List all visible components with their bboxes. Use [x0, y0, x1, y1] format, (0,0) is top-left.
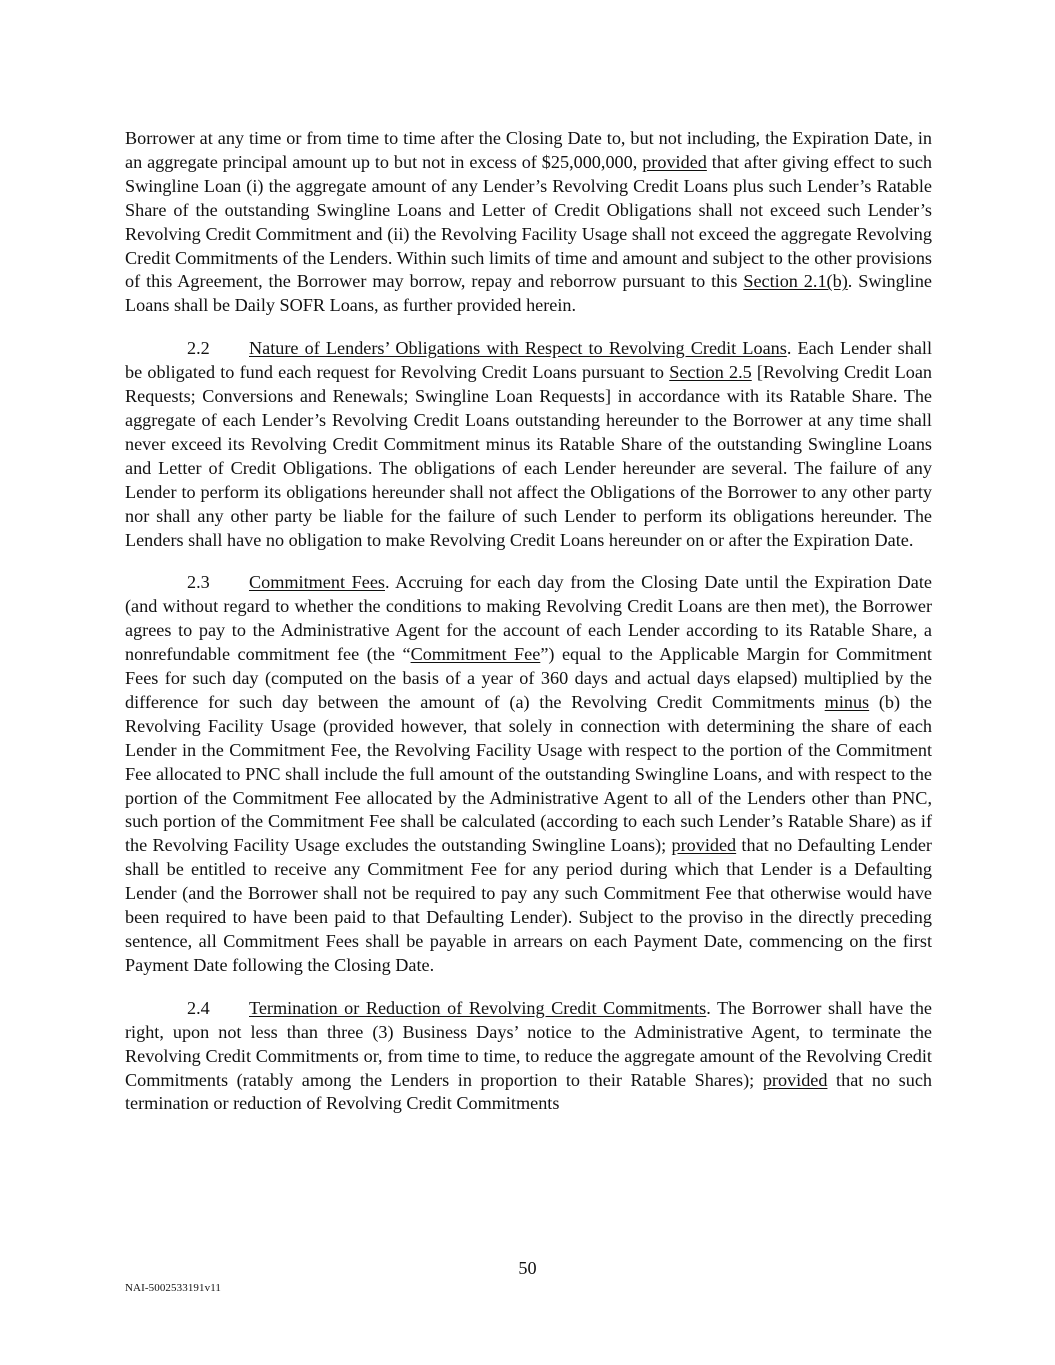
text-run: that no such termination or reduction of Revolving Credit Commitments	[125, 1069, 932, 1114]
section-reference: Section 2.5	[669, 362, 752, 383]
section-heading: Termination or Reduction of Revolving Credit Commitments	[249, 997, 707, 1018]
text-run: ”) equal to the Applicable Margin for Commitment Fees for such day (computed on the basis of a year of 360 days and actual days elapsed) multiplied by the difference for such day between the amount of (a) the Revolving Credit Commitments	[125, 644, 932, 712]
text-run: (b) the Revolving Facility Usage (provided however, that solely in connection with determining the share of each Lender in the Commitment Fee, the Revolving Facility Usage with respect to the portion of the Commitment Fee allocated to PNC shall include the full amount of the outstanding Swingline Loans, and with respect to the portion of the Commitment Fee allocated by the Administrative Agent to all of the Lenders other than PNC, such portion of the Commitment Fee shall be calculated (according to each such Lender’s Ratable Share) as if the Revolving Facility Usage excludes the outstanding Swingline Loans);	[125, 691, 932, 856]
section-2-3-paragraph	[125, 571, 932, 977]
text-run: that no Defaulting Lender shall be entitled to receive any Commitment Fee for any period during which that Lender is a Defaulting Lender (and the Borrower shall not be required to pay any such Commitment Fee that otherwise would have been required to have been paid to that Defaulting Lender). Subject to the proviso in the directly preceding sentence, all Commitment Fees shall be payable in arrears on each Payment Date, commencing on the first Payment Date following the Closing Date.	[125, 835, 932, 975]
section-heading: Nature of Lenders’ Obligations with Respect to Revolving Credit Loans	[249, 338, 787, 359]
text-run: that after giving effect to such Swingline Loan (i) the aggregate amount of any Lender’s Revolving Credit Loans plus such Lender’s Ratable Share of the outstanding Swingline Loans and Letter of Credit Obligations shall not exceed such Lender’s Revolving Credit Commitment and (ii) the Revolving Facility Usage shall not exceed the aggregate Revolving Credit Commitments of the Lenders. Within such limits of time and amount and subject to the other provisions of this Agreement, the Borrower may borrow, repay and reborrow pursuant to this	[125, 151, 933, 292]
section-heading: Commitment Fees	[249, 572, 385, 593]
text-run: . Accruing for each day from the Closing Date until the Expiration Date (and without regard to whether the conditions to making Revolving Credit Loans are then met), the Borrower agrees to pay to the Administrative Agent for the account of each Lender according to its Ratable Share, a nonrefundable commitment fee (the “	[125, 572, 932, 665]
section-number: 2.4	[187, 997, 210, 1018]
defined-term: Commitment Fee	[410, 644, 541, 665]
text-run: [Revolving Credit Loan Requests; Conversions and Renewals; Swingline Loan Requests] in accordance with its Ratable Share. The aggregate of each Lender’s Revolving Credit Loans outstanding hereunder to the Borrower at any time shall never exceed its Revolving Credit Commitment minus its Ratable Share of the outstanding Swingline Loans and Letter of Credit Obligations. The obligations of each Lender hereunder are several. The failure of any Lender to perform its obligations hereunder shall not affect the Obligations of the Borrower to any other party nor shall any other party be liable for the failure of such Lender to perform its obligations hereunder. The Lenders shall have no obligation to make Revolving Credit Loans hereunder on or after the Expiration Date.	[125, 362, 932, 550]
page-number: 50	[518, 1258, 537, 1278]
underlined-term: provided	[671, 835, 737, 856]
text-run: Borrower at any time or from time to time after the Closing Date to, but not including, the Expiration Date, in an aggregate principal amount up to but not in excess of $25,000,000,	[125, 128, 932, 172]
underlined-term: minus	[824, 691, 870, 712]
section-2-4-paragraph	[125, 997, 932, 1117]
section-number: 2.2	[187, 338, 210, 359]
paragraph-continuation	[125, 127, 932, 318]
document-id: NAI-5002533191v11	[125, 1282, 222, 1294]
section-2-2-paragraph	[125, 337, 932, 552]
underlined-term: provided	[762, 1069, 828, 1090]
underlined-term: provided	[642, 151, 707, 172]
text-run: . Swingline Loans shall be Daily SOFR Loans, as further provided herein.	[125, 271, 933, 316]
section-reference: Section 2.1(b)	[743, 271, 848, 292]
text-run: . Each Lender shall be obligated to fund each request for Revolving Credit Loans pursuant to	[125, 338, 933, 383]
document-body	[125, 127, 932, 1135]
section-number: 2.3	[187, 572, 210, 593]
text-run: . The Borrower shall have the right, upon not less than three (3) Business Days’ notice to the Administrative Agent, to terminate the Revolving Credit Commitments or, from time to time, to reduce the aggregate amount of the Revolving Credit Commitments (ratably among the Lenders in proportion to their Ratable Shares);	[125, 997, 932, 1090]
